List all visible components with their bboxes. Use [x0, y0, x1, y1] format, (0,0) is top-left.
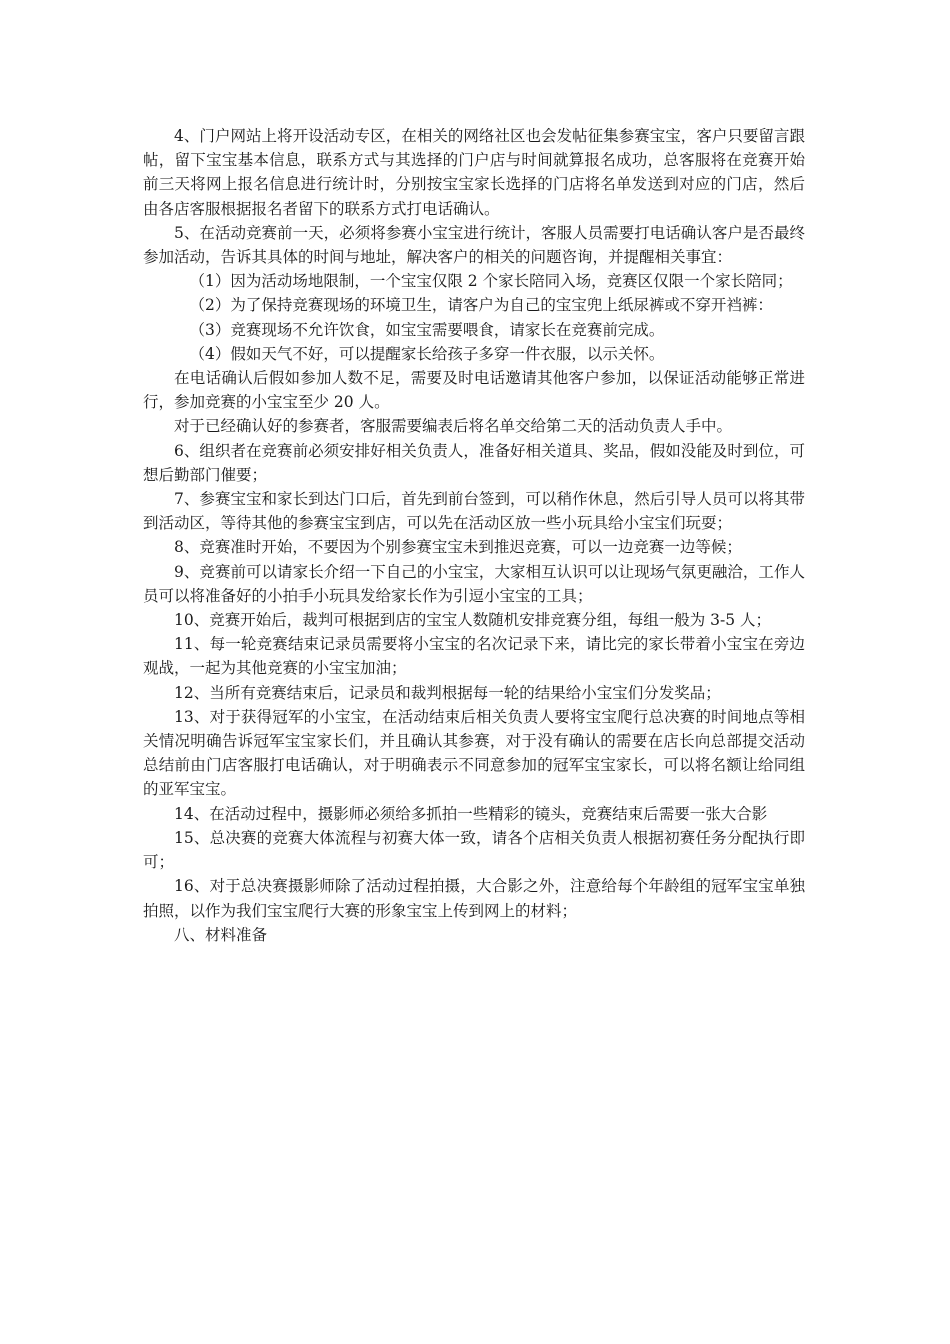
paragraph-item-6: 6、组织者在竞赛前必须安排好相关负责人，准备好相关道具、奖品，假如没能及时到位，可想后勤部门催要； — [143, 441, 805, 484]
paragraph-subitem-3: （3）竞赛现场不允许饮食，如宝宝需要喂食，请家长在竞赛前完成。 — [189, 320, 665, 339]
paragraph-subitem-4: （4）假如天气不好，可以提醒家长给孩子多穿一件衣服，以示关怀。 — [189, 344, 665, 363]
paragraph-item-9: 9、竞赛前可以请家长介绍一下自己的小宝宝，大家相互认识可以让现场气氛更融洽，工作人员可以将准备好的小拍手小玩具发给家长作为引逗小宝宝的工具； — [143, 562, 805, 605]
paragraph-item-16: 16、对于总决赛摄影师除了活动过程拍摄，大合影之外，注意给每个年龄组的冠军宝宝单独拍照，以作为我们宝宝爬行大赛的形象宝宝上传到网上的材料； — [143, 877, 805, 920]
paragraph-item-10: 10、竞赛开始后，裁判可根据到店的宝宝人数随机安排竞赛分组，每组一般为 3-5 人； — [174, 611, 772, 630]
paragraph-participant-list: 对于已经确认好的参赛者，客服需要编表后将名单交给第二天的活动负责人手中。 — [174, 417, 733, 436]
paragraph-item-4: 4、门户网站上将开设活动专区，在相关的网络社区也会发帖征集参赛宝宝，客户只要留言跟帖，留下宝宝基本信息，联系方式与其选择的门户店与时间就算报名成功，总客服将在竞赛开始前三天将网上报名信息进行统计时，分别按宝宝家长选择的门店将名单发送到对应的门店，然后由各店客服根据报名者留下的联系方式打电话确认。 — [143, 127, 805, 218]
paragraph-subitem-1: （1）因为活动场地限制，一个宝宝仅限 2 个家长陪同入场，竞赛区仅限一个家长陪同； — [189, 272, 793, 291]
paragraph-subitem-2: （2）为了保持竞赛现场的环境卫生，请客户为自己的宝宝兜上纸尿裤或不穿开裆裤： — [189, 296, 773, 315]
paragraph-phone-confirmation: 在电话确认后假如参加人数不足，需要及时电话邀请其他客户参加，以保证活动能够正常进行，参加竞赛的小宝宝至少 20 人。 — [143, 369, 805, 412]
paragraph-item-14: 14、在活动过程中，摄影师必须给多抓拍一些精彩的镜头，竞赛结束后需要一张大合影 — [174, 804, 768, 823]
paragraph-item-11: 11、每一轮竞赛结束记录员需要将小宝宝的名次记录下来，请比完的家长带着小宝宝在旁边观战，一起为其他竞赛的小宝宝加油； — [143, 635, 805, 678]
paragraph-item-7: 7、参赛宝宝和家长到达门口后，首先到前台签到，可以稍作休息，然后引导人员可以将其带到活动区，等待其他的参赛宝宝到店，可以先在活动区放一些小玩具给小宝宝们玩耍； — [143, 490, 805, 533]
paragraph-item-5: 5、在活动竞赛前一天，必须将参赛小宝宝进行统计，客服人员需要打电话确认客户是否最终参加活动，告诉其具体的时间与地址，解决客户的相关的问题咨询，并提醒相关事宜： — [143, 223, 805, 267]
document-body — [143, 124, 805, 947]
section-heading-materials: 八、材料准备 — [174, 925, 268, 944]
paragraph-item-8: 8、竞赛准时开始，不要因为个别参赛宝宝未到推迟竞赛，可以一边竞赛一边等候； — [174, 538, 742, 557]
paragraph-item-15: 15、总决赛的竞赛大体流程与初赛大体一致，请各个店相关负责人根据初赛任务分配执行即可； — [143, 828, 805, 872]
paragraph-item-12: 12、当所有竞赛结束后，记录员和裁判根据每一轮的结果给小宝宝们分发奖品； — [174, 683, 721, 702]
paragraph-item-13: 13、对于获得冠军的小宝宝，在活动结束后相关负责人要将宝宝爬行总决赛的时间地点等相关情况明确告诉冠军宝宝家长们，并且确认其参赛，对于没有确认的需要在店长向总部提交活动总结前由门店客服打电话确认，对于明确表示不同意参加的冠军宝宝家长，可以将名额让给同组的亚军宝宝。 — [143, 707, 805, 799]
